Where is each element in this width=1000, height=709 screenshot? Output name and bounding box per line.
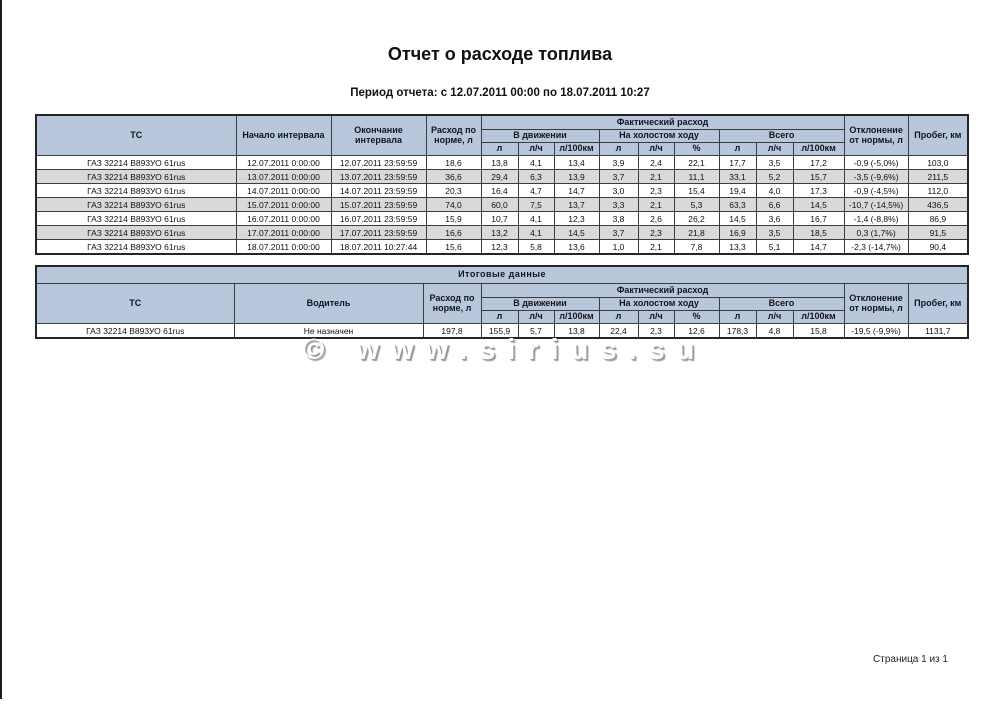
table-cell: 4,1 — [518, 156, 554, 170]
table-cell: 3,9 — [599, 156, 638, 170]
table-cell: 5,2 — [756, 170, 793, 184]
table-cell: ГАЗ 32214 В893УО 61rus — [36, 212, 236, 226]
table-cell: 14,7 — [793, 240, 844, 255]
table-cell: 15,6 — [426, 240, 481, 255]
col-group-actual: Фактический расход — [481, 115, 844, 130]
table-cell: 1,0 — [599, 240, 638, 255]
table-cell: 13,3 — [719, 240, 756, 255]
table-cell: 16,9 — [719, 226, 756, 240]
table-cell: 16.07.2011 23:59:59 — [331, 212, 426, 226]
table-cell: 13,9 — [554, 170, 599, 184]
fuel-table-body — [36, 156, 968, 255]
table-cell: 18,5 — [793, 226, 844, 240]
table-cell: 13,6 — [554, 240, 599, 255]
table-cell: 6,6 — [756, 198, 793, 212]
table-cell: 91,5 — [908, 226, 968, 240]
table-cell: 5,3 — [674, 198, 719, 212]
table-cell: 2,1 — [638, 198, 674, 212]
table-cell: 29,4 — [481, 170, 518, 184]
col-header-tc: ТС — [36, 284, 234, 324]
table-cell: 155,9 — [481, 324, 518, 339]
table-cell: 14,7 — [554, 184, 599, 198]
col-header-norm: Расход по норме, л — [426, 115, 481, 156]
report-period: Период отчета: с 12.07.2011 00:00 по 18.07.2011 10:27 — [350, 87, 650, 99]
table-cell: 17,7 — [719, 156, 756, 170]
table-cell: 178,3 — [719, 324, 756, 339]
table-row — [36, 212, 968, 226]
table-cell: 3,5 — [756, 226, 793, 240]
table-cell: 2,1 — [638, 240, 674, 255]
table-cell: ГАЗ 32214 В893УО 61rus — [36, 184, 236, 198]
unit-header: л/100км — [793, 311, 844, 324]
table-cell: 16,4 — [481, 184, 518, 198]
table-cell: 4,1 — [518, 226, 554, 240]
col-header-deviation: Отклонение от нормы, л — [844, 115, 908, 156]
table-cell: 20,3 — [426, 184, 481, 198]
table-cell: -3,5 (-9,6%) — [844, 170, 908, 184]
table-cell: 22,1 — [674, 156, 719, 170]
table-cell: 13,4 — [554, 156, 599, 170]
table-cell: 14,5 — [554, 226, 599, 240]
table-cell: ГАЗ 32214 В893УО 61rus — [36, 198, 236, 212]
table-cell: 10,7 — [481, 212, 518, 226]
table-cell: 436,5 — [908, 198, 968, 212]
table-cell: 103,0 — [908, 156, 968, 170]
table-cell: 14,5 — [719, 212, 756, 226]
unit-header: л — [719, 311, 756, 324]
table-cell: 14.07.2011 0:00:00 — [236, 184, 331, 198]
unit-header: л/100км — [554, 143, 599, 156]
table-cell: 3,3 — [599, 198, 638, 212]
table-cell: 2,6 — [638, 212, 674, 226]
table-cell: 17,3 — [793, 184, 844, 198]
table-cell: 19,4 — [719, 184, 756, 198]
unit-header: л — [481, 311, 518, 324]
table-cell: 26,2 — [674, 212, 719, 226]
summary-table — [35, 265, 969, 339]
col-header-driver: Водитель — [234, 284, 423, 324]
table-cell: 74,0 — [426, 198, 481, 212]
unit-header: л — [719, 143, 756, 156]
table-cell: 15,7 — [793, 170, 844, 184]
table-cell: 15,9 — [426, 212, 481, 226]
table-cell: 4,8 — [756, 324, 793, 339]
table-cell: 7,8 — [674, 240, 719, 255]
unit-header: л — [599, 311, 638, 324]
table-cell: 3,7 — [599, 170, 638, 184]
unit-header: л/ч — [518, 143, 554, 156]
table-row — [36, 198, 968, 212]
table-cell: -10,7 (-14,5%) — [844, 198, 908, 212]
unit-header: л/ч — [756, 311, 793, 324]
page-edge — [0, 0, 2, 699]
col-group-total: Всего — [719, 298, 844, 311]
table-cell: 3,7 — [599, 226, 638, 240]
table-cell: ГАЗ 32214 В893УО 61rus — [36, 226, 236, 240]
table-row — [36, 226, 968, 240]
table-cell: 90,4 — [908, 240, 968, 255]
unit-header: % — [674, 143, 719, 156]
table-cell: -1,4 (-8,8%) — [844, 212, 908, 226]
unit-header: л/ч — [756, 143, 793, 156]
table-cell: 16,7 — [793, 212, 844, 226]
table-cell: 13,8 — [554, 324, 599, 339]
table-cell: 15,8 — [793, 324, 844, 339]
table-cell: 3,8 — [599, 212, 638, 226]
table-cell: 86,9 — [908, 212, 968, 226]
table-cell: 17,2 — [793, 156, 844, 170]
summary-title: Итоговые данные — [36, 266, 968, 284]
table-cell: 18,6 — [426, 156, 481, 170]
col-group-moving: В движении — [481, 298, 599, 311]
table-cell: 13,8 — [481, 156, 518, 170]
table-cell: Не назначен — [234, 324, 423, 339]
table-cell: 12.07.2011 23:59:59 — [331, 156, 426, 170]
table-cell: 11,1 — [674, 170, 719, 184]
table-cell: 2,3 — [638, 226, 674, 240]
col-group-total: Всего — [719, 130, 844, 143]
table-cell: ГАЗ 32214 В893УО 61rus — [36, 240, 236, 255]
table-cell: 112,0 — [908, 184, 968, 198]
table-cell: 7,5 — [518, 198, 554, 212]
col-header-interval-end: Окончание интервала — [331, 115, 426, 156]
table-cell: 17.07.2011 0:00:00 — [236, 226, 331, 240]
table-cell: 0,3 (1,7%) — [844, 226, 908, 240]
table-cell: 5,1 — [756, 240, 793, 255]
table-cell: 2,1 — [638, 170, 674, 184]
col-header-deviation: Отклонение от нормы, л — [844, 284, 908, 324]
unit-header: % — [674, 311, 719, 324]
table-cell: ГАЗ 32214 В893УО 61rus — [36, 324, 234, 339]
table-cell: 12.07.2011 0:00:00 — [236, 156, 331, 170]
table-cell: 18.07.2011 10:27:44 — [331, 240, 426, 255]
table-cell: 18.07.2011 0:00:00 — [236, 240, 331, 255]
table-cell: -0,9 (-5,0%) — [844, 156, 908, 170]
page-title: Отчет о расходе топлива — [387, 44, 613, 64]
table-cell: 211,5 — [908, 170, 968, 184]
col-header-interval-start: Начало интервала — [236, 115, 331, 156]
table-cell: 12,3 — [554, 212, 599, 226]
col-group-idle: На холостом ходу — [599, 298, 719, 311]
table-cell: 16.07.2011 0:00:00 — [236, 212, 331, 226]
table-cell: 12,6 — [674, 324, 719, 339]
table-cell: 21,8 — [674, 226, 719, 240]
table-cell: 13,2 — [481, 226, 518, 240]
table-cell: 36,6 — [426, 170, 481, 184]
table-cell: -19,5 (-9,9%) — [844, 324, 908, 339]
table-cell: 1131,7 — [908, 324, 968, 339]
table-row — [36, 170, 968, 184]
table-cell: 15.07.2011 0:00:00 — [236, 198, 331, 212]
table-cell: 22,4 — [599, 324, 638, 339]
table-cell: 2,4 — [638, 156, 674, 170]
table-row — [36, 240, 968, 255]
unit-header: л/100км — [793, 143, 844, 156]
table-cell: 2,3 — [638, 184, 674, 198]
col-header-mileage: Пробег, км — [908, 115, 968, 156]
col-header-norm: Расход по норме, л — [423, 284, 481, 324]
table-cell: 60,0 — [481, 198, 518, 212]
unit-header: л/ч — [638, 143, 674, 156]
table-cell: 6,3 — [518, 170, 554, 184]
col-header-tc: ТС — [36, 115, 236, 156]
unit-header: л/100км — [554, 311, 599, 324]
table-cell: 14.07.2011 23:59:59 — [331, 184, 426, 198]
table-row — [36, 184, 968, 198]
table-cell: ГАЗ 32214 В893УО 61rus — [36, 156, 236, 170]
table-row — [36, 156, 968, 170]
table-cell: 63,3 — [719, 198, 756, 212]
table-cell: 15,4 — [674, 184, 719, 198]
table-cell: 13,7 — [554, 198, 599, 212]
table-cell: 13.07.2011 23:59:59 — [331, 170, 426, 184]
col-group-actual: Фактический расход — [481, 284, 844, 298]
unit-header: л/ч — [638, 311, 674, 324]
unit-header: л — [599, 143, 638, 156]
table-cell: 12,3 — [481, 240, 518, 255]
table-cell: 33,1 — [719, 170, 756, 184]
page-number: Страница 1 из 1 — [873, 654, 948, 665]
table-cell: -2,3 (-14,7%) — [844, 240, 908, 255]
table-cell: 5,8 — [518, 240, 554, 255]
col-header-mileage: Пробег, км — [908, 284, 968, 324]
table-cell: 3,0 — [599, 184, 638, 198]
unit-header: л/ч — [518, 311, 554, 324]
table-cell: 2,3 — [638, 324, 674, 339]
table-cell: 15.07.2011 23:59:59 — [331, 198, 426, 212]
col-group-idle: На холостом ходу — [599, 130, 719, 143]
table-cell: 14,5 — [793, 198, 844, 212]
table-cell: 4,7 — [518, 184, 554, 198]
table-cell: 3,5 — [756, 156, 793, 170]
table-cell: 4,1 — [518, 212, 554, 226]
col-group-moving: В движении — [481, 130, 599, 143]
table-cell: 17.07.2011 23:59:59 — [331, 226, 426, 240]
table-cell: 13.07.2011 0:00:00 — [236, 170, 331, 184]
table-cell: -0,9 (-4,5%) — [844, 184, 908, 198]
table-cell: 4,0 — [756, 184, 793, 198]
table-cell: 3,6 — [756, 212, 793, 226]
table-cell: 5,7 — [518, 324, 554, 339]
table-cell: 197,8 — [423, 324, 481, 339]
table-cell: ГАЗ 32214 В893УО 61rus — [36, 170, 236, 184]
table-cell: 16,6 — [426, 226, 481, 240]
unit-header: л — [481, 143, 518, 156]
sirius-watermark: © www.sirius.su — [303, 334, 707, 366]
fuel-consumption-table — [35, 114, 969, 255]
